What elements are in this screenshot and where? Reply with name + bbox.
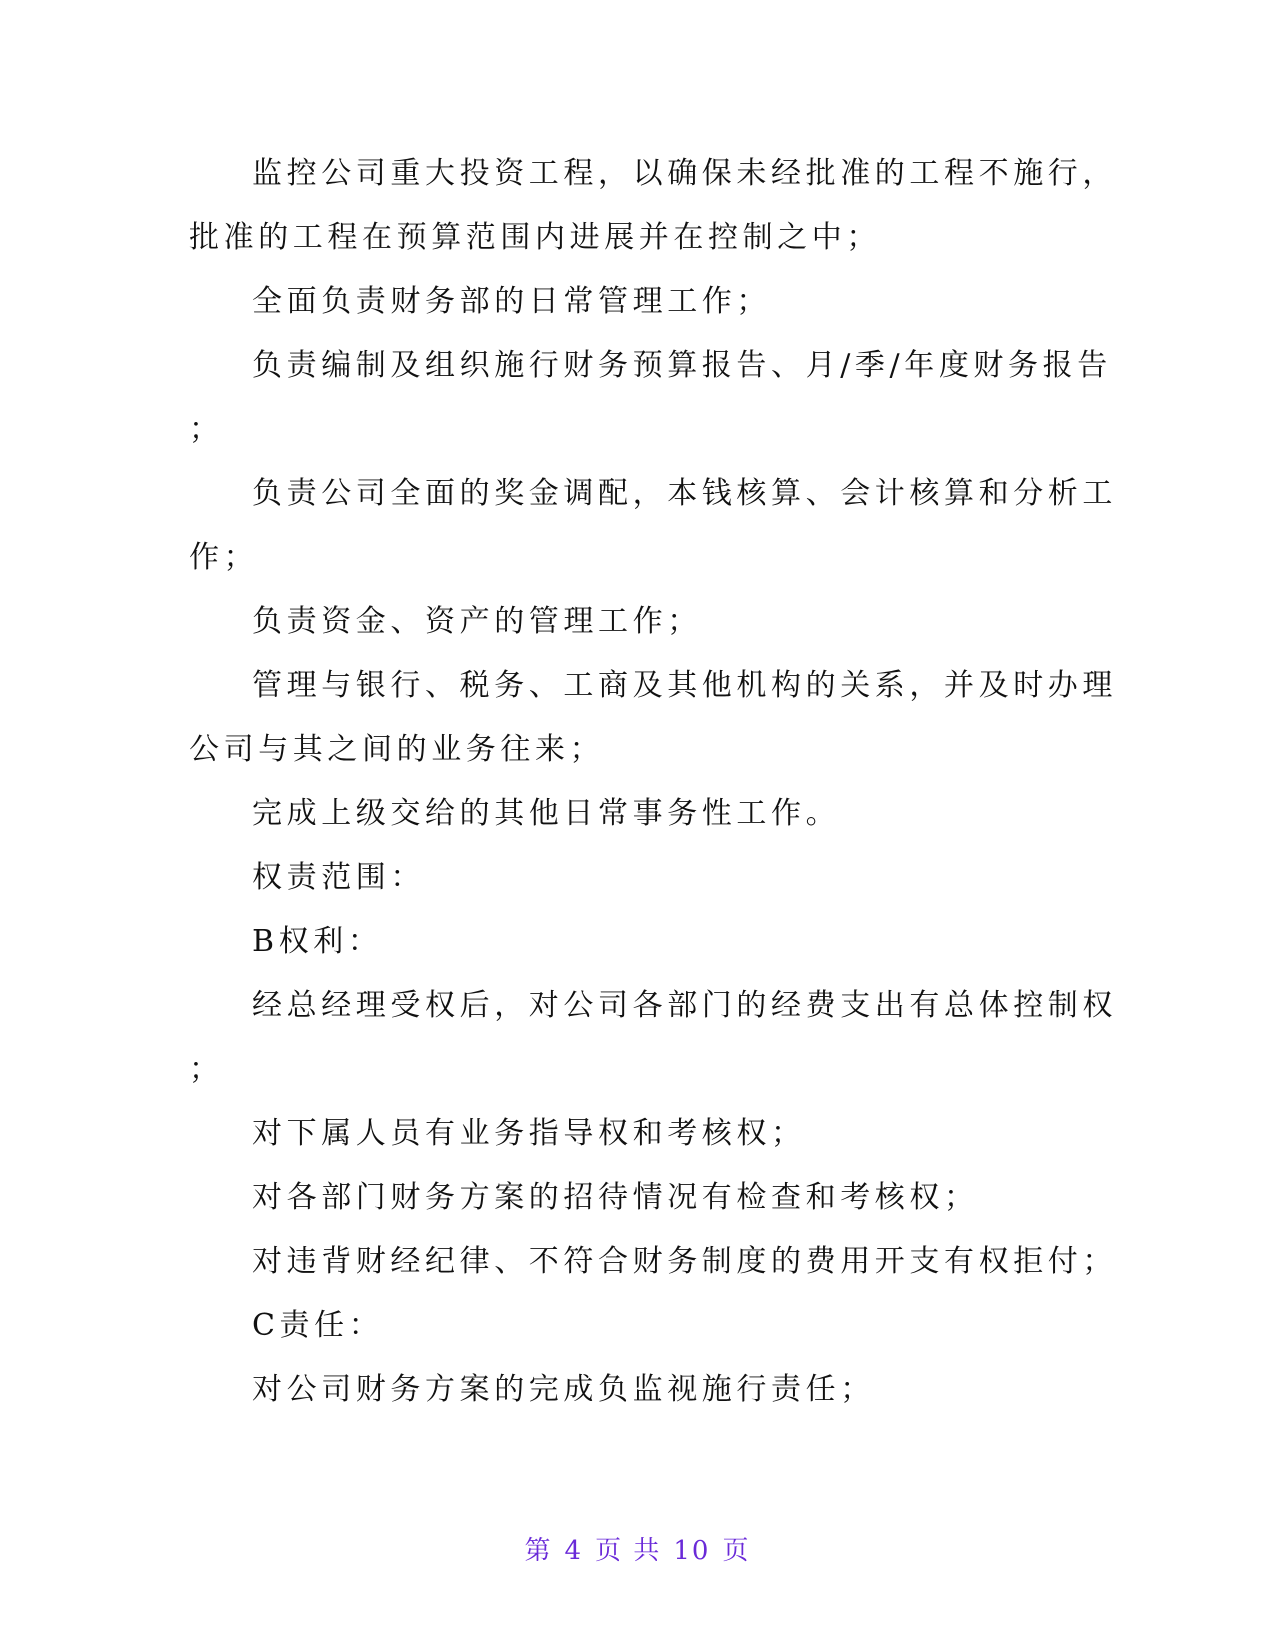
paragraph-line: 管理与银行、税务、工商及其他机构的关系，并及时办理 [252,668,1117,703]
paragraph-line: 批准的工程在预算范围内进展并在控制之中； [189,220,881,255]
paragraph-line: 监控公司重大投资工程，以确保未经批准的工程不施行， [252,156,1117,191]
section-heading: 权责范围： [252,860,425,895]
paragraph-line: 对公司财务方案的完成负监视施行责任； [252,1372,875,1407]
paragraph-line: 作； [189,540,259,575]
paragraph-line: 负责资金、资产的管理工作； [252,604,702,639]
paragraph-line: 经总经理受权后，对公司各部门的经费支出有总体控制权 [252,988,1117,1023]
section-heading: B权利： [252,924,383,959]
paragraph-line: 对违背财经纪律、不符合财务制度的费用开支有权拒付； [252,1244,1117,1279]
paragraph-line: 全面负责财务部的日常管理工作； [252,284,771,319]
paragraph-line: ； [189,1052,224,1087]
paragraph-line: 公司与其之间的业务往来； [189,732,605,767]
footer-prefix: 第 [524,1536,553,1566]
paragraph-line: 对下属人员有业务指导权和考核权； [252,1116,806,1151]
footer-middle: 页 共 [595,1536,662,1566]
document-body [189,142,1117,1422]
footer-total-pages: 10 [673,1536,711,1566]
footer-current-page: 4 [564,1536,584,1566]
paragraph-line: ； [189,412,224,447]
paragraph-line: 负责公司全面的奖金调配，本钱核算、会计核算和分析工 [252,476,1117,511]
paragraph-line: 完成上级交给的其他日常事务性工作。 [252,796,841,831]
footer-suffix: 页 [722,1536,751,1566]
section-heading: C责任： [252,1308,384,1343]
page-footer [0,1530,1275,1567]
paragraph-line: 负责编制及组织施行财务预算报告、月/季/年度财务报告 [252,348,1112,383]
paragraph-line: 对各部门财务方案的招待情况有检查和考核权； [252,1180,979,1215]
